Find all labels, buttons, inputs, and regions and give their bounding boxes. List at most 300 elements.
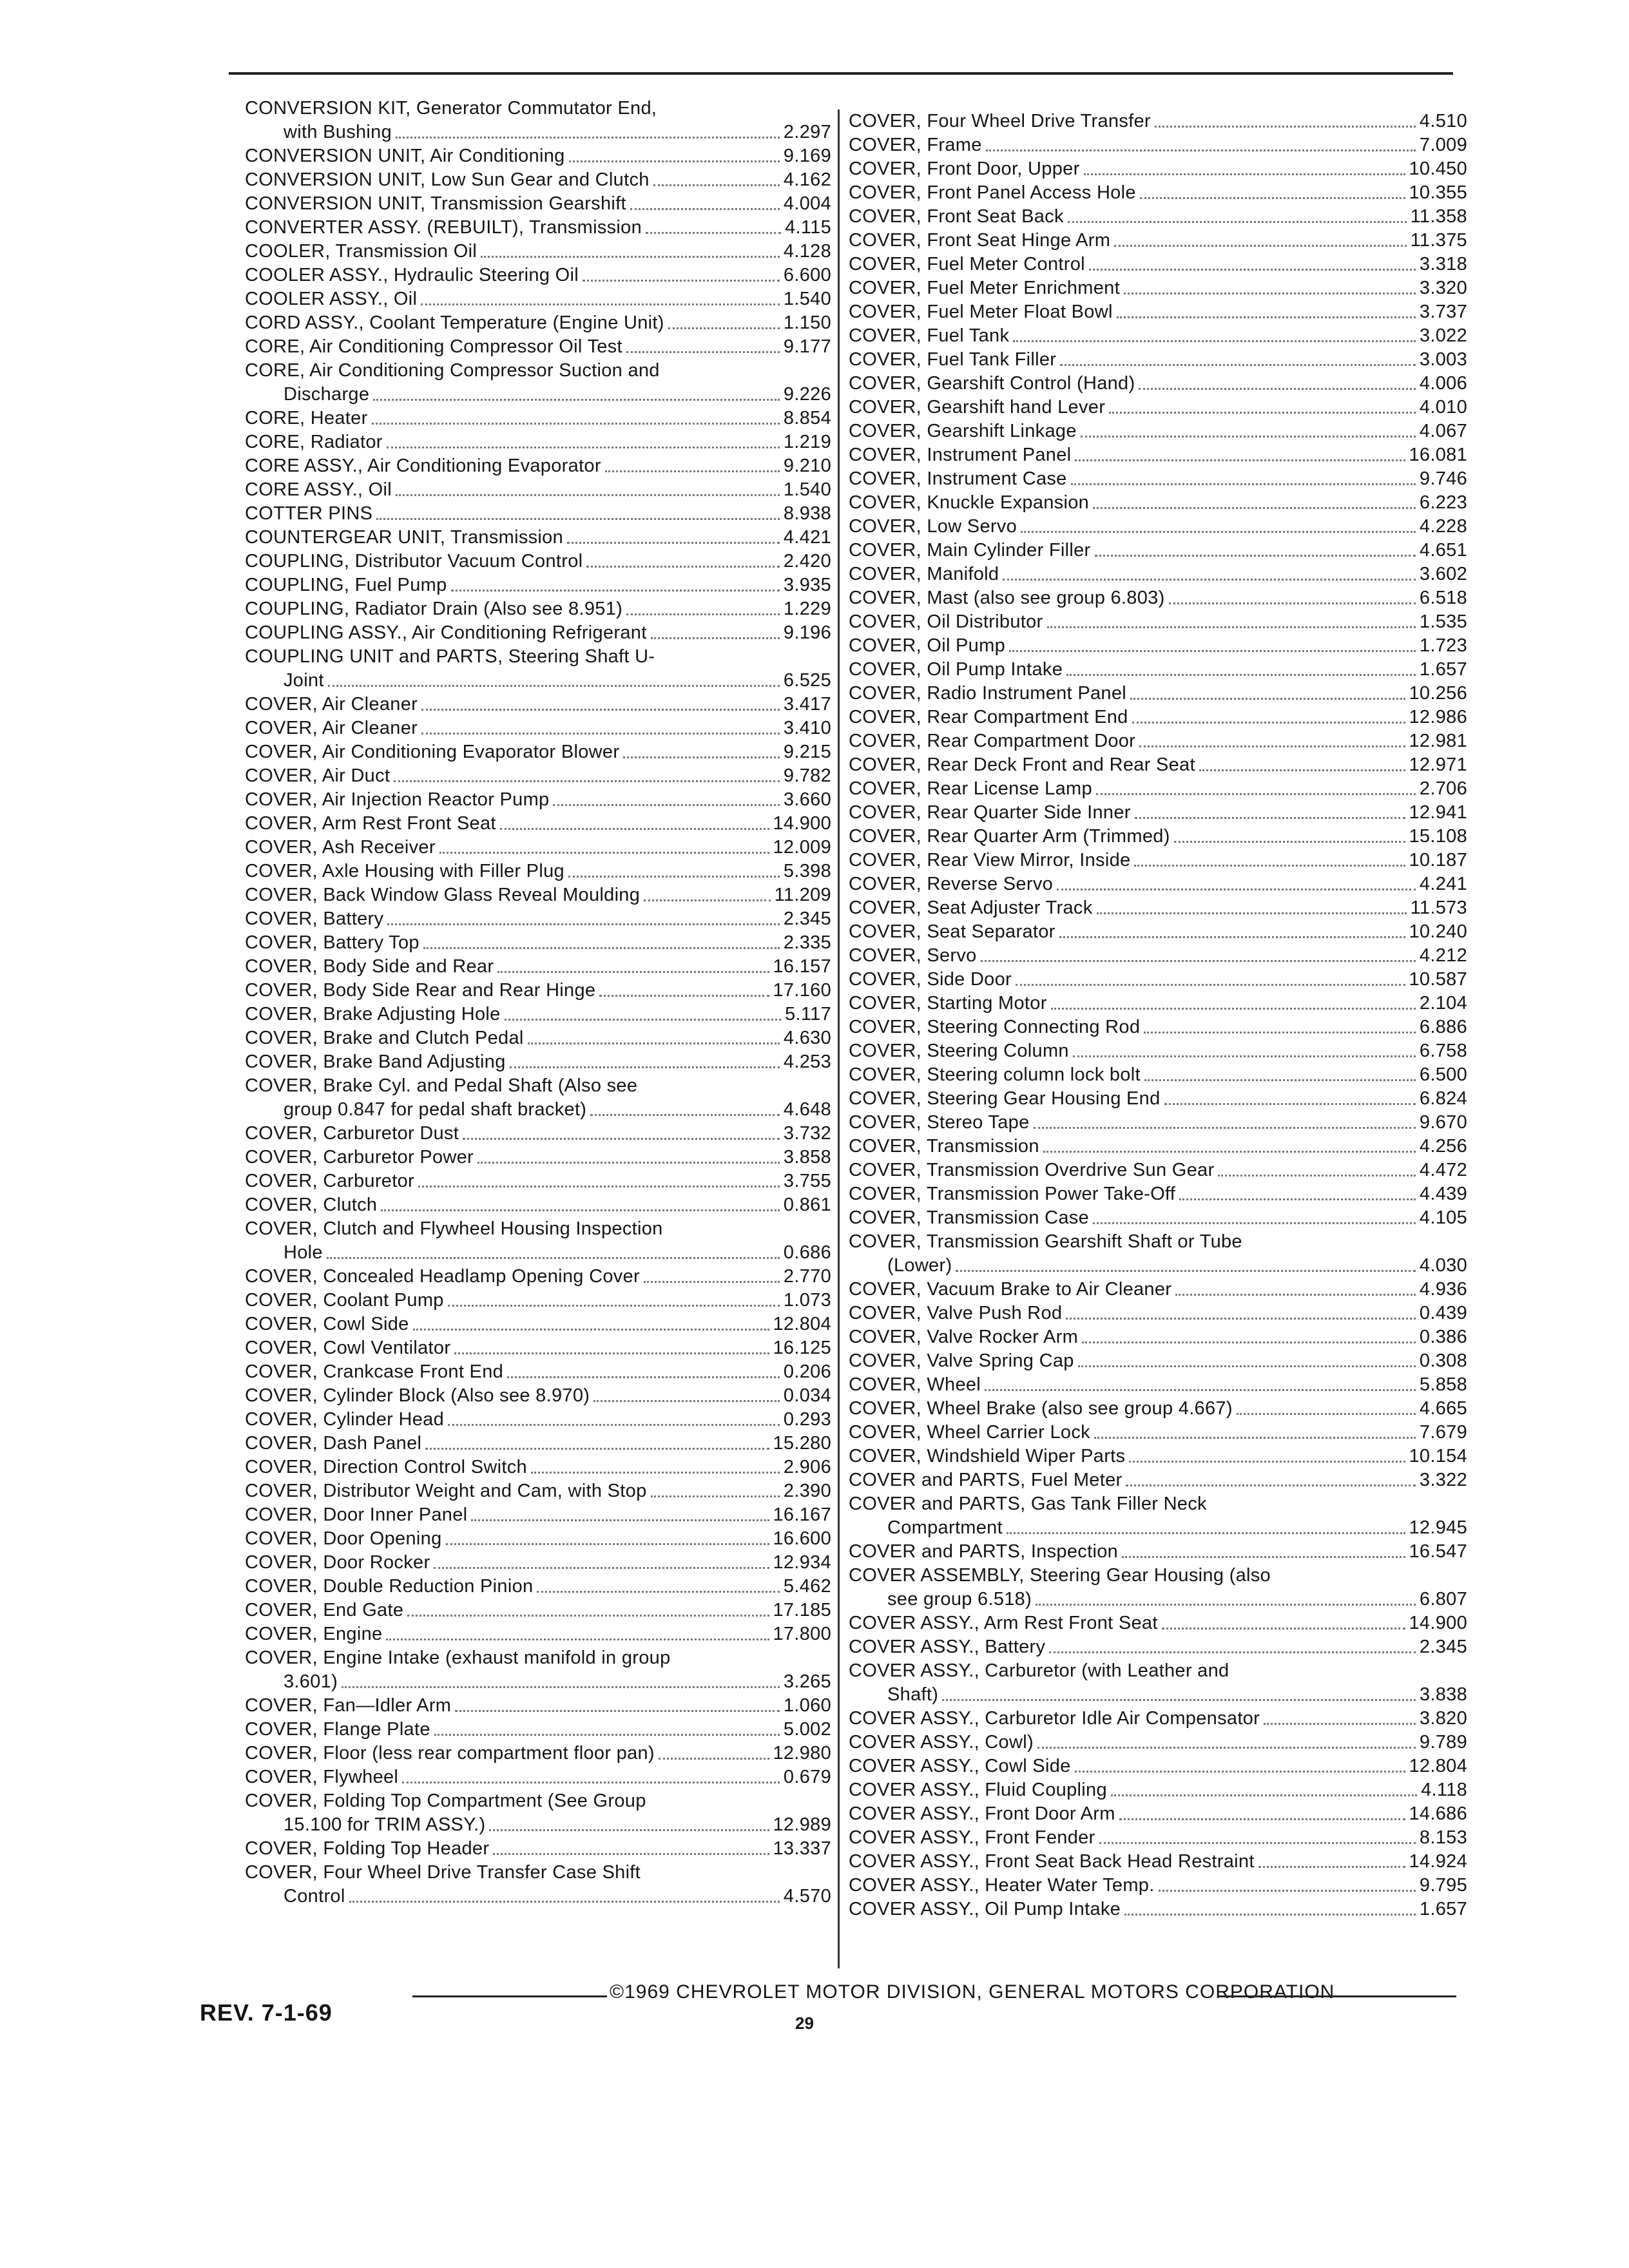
- index-entry: [849, 1635, 1467, 1659]
- index-entry: [245, 1026, 831, 1050]
- index-entry: [245, 1789, 831, 1837]
- dot-leader: [1159, 1890, 1416, 1892]
- group-number: 4.118: [1421, 1780, 1467, 1800]
- index-entry: [245, 1742, 831, 1765]
- group-number: 9.226: [783, 384, 831, 405]
- entry-name: CORE, Radiator: [245, 432, 383, 452]
- entry-name: COVER, Steering Gear Housing End: [849, 1088, 1161, 1109]
- dot-leader: [1013, 340, 1416, 342]
- entry-name: COVER, Flange Plate: [245, 1719, 430, 1740]
- group-number: 6.600: [783, 265, 831, 285]
- group-number: 3.265: [783, 1671, 831, 1692]
- dot-leader: [569, 160, 780, 162]
- group-number: 7.679: [1419, 1422, 1467, 1443]
- index-entry: [245, 1050, 831, 1074]
- dot-leader: [985, 1389, 1416, 1391]
- dot-leader: [1169, 602, 1416, 604]
- index-entry: [849, 1135, 1467, 1158]
- index-entry: [849, 110, 1467, 133]
- group-number: 1.219: [783, 432, 831, 452]
- group-number: 4.651: [1419, 540, 1467, 561]
- index-entry: [245, 1479, 831, 1503]
- index-entry: [245, 812, 831, 836]
- index-entry: [245, 693, 831, 716]
- group-number: 11.573: [1410, 898, 1467, 918]
- dot-leader: [1258, 1866, 1405, 1868]
- group-number: 4.162: [783, 169, 831, 190]
- group-number: 9.789: [1419, 1732, 1467, 1753]
- index-entry: [849, 1397, 1467, 1421]
- group-number: 4.936: [1419, 1279, 1467, 1300]
- entry-name: COVER, Door Rocker: [245, 1552, 430, 1573]
- dot-leader: [1144, 1032, 1416, 1033]
- entry-name: COOLER ASSY., Hydraulic Steering Oil: [245, 265, 579, 285]
- group-number: 3.732: [783, 1123, 831, 1144]
- entry-name: COVER, Body Side Rear and Rear Hinge: [245, 980, 596, 1001]
- dot-leader: [1093, 1222, 1416, 1224]
- index-entry: [245, 1384, 831, 1408]
- dot-leader: [455, 1710, 780, 1712]
- dot-leader: [1174, 841, 1405, 843]
- group-number: 11.358: [1410, 206, 1467, 227]
- group-number: 4.212: [1419, 945, 1467, 966]
- index-entry: [245, 1146, 831, 1169]
- dot-leader: [394, 780, 780, 782]
- entry-name: COVER, Instrument Case: [849, 468, 1067, 489]
- index-entry: [849, 539, 1467, 562]
- entry-name: COVER, Rear License Lamp: [849, 778, 1092, 799]
- entry-name: COVER, Low Servo: [849, 516, 1017, 537]
- dot-leader: [1111, 1794, 1417, 1796]
- dot-leader: [1003, 579, 1416, 581]
- index-entry: [849, 706, 1467, 729]
- dot-leader: [659, 1758, 769, 1760]
- footer-rule: [412, 1995, 607, 1997]
- group-number: 9.795: [1419, 1875, 1467, 1896]
- entry-name: COVER, Transmission Overdrive Sun Gear: [849, 1160, 1215, 1180]
- dot-leader: [454, 1352, 769, 1354]
- group-number: 4.510: [1419, 111, 1467, 131]
- top-rule: [229, 72, 1453, 75]
- entry-name: COVER, Radio Instrument Panel: [849, 683, 1126, 704]
- right-index-column: [838, 110, 1467, 1968]
- group-number: 4.256: [1419, 1136, 1467, 1157]
- dot-leader: [1179, 1198, 1416, 1200]
- entry-name: CORE, Air Conditioning Compressor Oil Test: [245, 336, 622, 357]
- group-number: 8.854: [783, 408, 831, 428]
- group-number: 2.706: [1419, 778, 1467, 799]
- group-number: 4.665: [1419, 1398, 1467, 1419]
- index-entry: [245, 740, 831, 764]
- entry-name: COVER, Steering Column: [849, 1041, 1069, 1061]
- entry-name: COVER, Coolant Pump: [245, 1290, 444, 1311]
- group-number: 0.439: [1419, 1303, 1467, 1323]
- entry-name: CONVERTER ASSY. (REBUILT), Transmission: [245, 217, 642, 238]
- index-entry: [245, 1289, 831, 1312]
- dot-leader: [1135, 817, 1405, 819]
- dot-leader: [413, 1329, 769, 1331]
- group-number: 8.938: [783, 503, 831, 524]
- group-number: 12.934: [773, 1552, 831, 1573]
- group-number: 1.540: [783, 479, 831, 500]
- entry-name: COVER, Oil Pump Intake: [849, 659, 1063, 680]
- group-number: 2.420: [783, 551, 831, 572]
- index-entry: [245, 1193, 831, 1217]
- group-number: 6.824: [1419, 1088, 1467, 1109]
- dot-leader: [1124, 293, 1416, 294]
- group-number: 1.229: [783, 599, 831, 619]
- index-entry: [245, 621, 831, 645]
- dot-leader: [646, 232, 781, 234]
- index-entry: [849, 1230, 1467, 1278]
- dot-leader: [497, 971, 769, 973]
- dot-leader: [387, 923, 780, 925]
- index-entry: [849, 1302, 1467, 1325]
- dot-leader: [418, 1186, 780, 1187]
- index-entry: [245, 550, 831, 573]
- dot-leader: [1097, 912, 1407, 914]
- entry-name: COVER, Battery Top: [245, 932, 419, 953]
- index-entry: [245, 860, 831, 883]
- group-number: 4.570: [783, 1886, 831, 1907]
- entry-name: COVER ASSY., Arm Rest Front Seat: [849, 1613, 1158, 1633]
- dot-leader: [421, 709, 780, 711]
- group-number: 6.500: [1419, 1064, 1467, 1085]
- entry-name: CORE, Air Conditioning Compressor Suction and: [245, 360, 660, 381]
- entry-name: COVER, End Gate: [245, 1600, 404, 1620]
- group-number: 0.686: [783, 1242, 831, 1263]
- index-entry: [849, 753, 1467, 777]
- dot-leader: [423, 947, 780, 949]
- entry-name: COVER, Wheel: [849, 1374, 981, 1395]
- dot-leader: [489, 1829, 769, 1831]
- dot-leader: [1066, 674, 1416, 676]
- index-entry: [849, 1492, 1467, 1540]
- index-entry: [849, 896, 1467, 920]
- group-number: 3.417: [783, 694, 831, 715]
- group-number: 12.945: [1409, 1517, 1467, 1538]
- dot-leader: [1007, 1532, 1405, 1534]
- group-number: 1.657: [1419, 659, 1467, 680]
- dot-leader: [481, 256, 780, 258]
- index-entry: [245, 1527, 831, 1551]
- entry-name: COVER, Air Duct: [245, 765, 390, 786]
- group-number: 0.293: [783, 1409, 831, 1430]
- index-entry: [245, 1432, 831, 1456]
- dot-leader: [1134, 865, 1405, 867]
- entry-name: COVER, Battery: [245, 908, 384, 929]
- group-number: 10.187: [1409, 850, 1467, 870]
- dot-leader: [342, 1686, 780, 1688]
- entry-name: COVER, Engine: [245, 1624, 383, 1644]
- index-entry: [849, 1158, 1467, 1182]
- entry-name: COVER ASSY., Carburetor (with Leather and: [849, 1660, 1229, 1681]
- group-number: 3.322: [1419, 1470, 1467, 1490]
- dot-leader: [1096, 793, 1416, 795]
- dot-leader: [1094, 1437, 1416, 1439]
- entry-name: COVER, Wheel Carrier Lock: [849, 1422, 1090, 1443]
- dot-leader: [1021, 531, 1416, 533]
- dot-leader: [1155, 126, 1416, 128]
- index-entry: [849, 729, 1467, 753]
- index-entry: [849, 1754, 1467, 1778]
- group-number: 6.223: [1419, 492, 1467, 513]
- index-entry: [245, 883, 831, 907]
- group-number: 11.375: [1410, 230, 1467, 251]
- group-number: 15.280: [773, 1433, 831, 1454]
- index-entry: [849, 1445, 1467, 1468]
- index-entry: [245, 502, 831, 526]
- group-number: 4.228: [1419, 516, 1467, 537]
- entry-name: COVER, Servo: [849, 945, 977, 966]
- index-entry: [245, 97, 831, 144]
- index-entry: [245, 1503, 831, 1527]
- group-number: 10.240: [1409, 921, 1467, 942]
- entry-name: COVER, Four Wheel Drive Transfer: [849, 111, 1151, 131]
- index-entry: [245, 1122, 831, 1146]
- index-entry: [849, 157, 1467, 181]
- entry-name: COVER ASSY., Cowl): [849, 1732, 1034, 1753]
- dot-leader: [1071, 483, 1416, 485]
- group-number: 9.215: [783, 742, 831, 762]
- dot-leader: [1119, 1818, 1405, 1820]
- entry-name: COVER ASSY., Fluid Coupling: [849, 1780, 1107, 1800]
- entry-name: COVER, Windshield Wiper Parts: [849, 1446, 1126, 1466]
- entry-name: COVER, Brake Adjusting Hole: [245, 1004, 501, 1024]
- group-number: 0.034: [783, 1385, 831, 1406]
- group-number: 16.125: [773, 1338, 831, 1358]
- group-number: 6.758: [1419, 1041, 1467, 1061]
- dot-leader: [1082, 1341, 1416, 1343]
- index-entry: [849, 992, 1467, 1015]
- dot-leader: [421, 733, 780, 735]
- group-number: 3.935: [783, 575, 831, 595]
- group-number: 4.421: [783, 527, 831, 548]
- entry-name: COVER, Instrument Panel: [849, 445, 1072, 465]
- group-number: 6.807: [1419, 1589, 1467, 1610]
- dot-leader: [605, 470, 780, 472]
- dot-leader: [1047, 626, 1416, 628]
- group-number: 16.167: [773, 1504, 831, 1525]
- entry-name: COVER, Flywheel: [245, 1767, 399, 1787]
- entry-name: COVER, Rear Compartment End: [849, 707, 1128, 727]
- dot-leader: [1122, 1556, 1405, 1558]
- dot-leader: [434, 1567, 769, 1569]
- entry-name: COVER, Folding Top Header: [245, 1838, 490, 1859]
- group-number: 16.547: [1409, 1541, 1467, 1562]
- index-entry: [849, 968, 1467, 992]
- group-number: 13.337: [773, 1838, 831, 1859]
- entry-name: COVER, Cylinder Head: [245, 1409, 444, 1430]
- group-number: 1.060: [783, 1695, 831, 1716]
- entry-name: COVER, Door Opening: [245, 1528, 442, 1549]
- index-entry: [245, 287, 831, 311]
- group-number: 2.906: [783, 1457, 831, 1477]
- dot-leader: [1051, 1008, 1416, 1010]
- index-entry: [849, 920, 1467, 944]
- group-number: 14.900: [1409, 1613, 1467, 1633]
- group-number: 0.679: [783, 1767, 831, 1787]
- entry-name: COVER, Air Injection Reactor Pump: [245, 789, 550, 810]
- dot-leader: [626, 613, 780, 615]
- dot-leader: [505, 1019, 782, 1021]
- group-number: 8.153: [1419, 1827, 1467, 1848]
- dot-leader: [528, 1043, 780, 1044]
- dot-leader: [567, 542, 780, 544]
- group-number: 5.002: [783, 1719, 831, 1740]
- dot-leader: [1095, 555, 1416, 557]
- group-number: 4.128: [783, 241, 831, 262]
- entry-name: COVER, Transmission: [849, 1136, 1039, 1157]
- entry-name-continued: Hole: [284, 1242, 323, 1263]
- dot-leader: [396, 494, 780, 496]
- dot-leader: [1175, 1294, 1416, 1296]
- group-number: 2.345: [783, 908, 831, 929]
- group-number: 2.104: [1419, 993, 1467, 1014]
- entry-name: COVER, Ash Receiver: [245, 837, 436, 858]
- index-entry: [245, 526, 831, 550]
- entry-name: COVER, Rear Quarter Arm (Trimmed): [849, 826, 1170, 847]
- group-number: 12.981: [1409, 731, 1467, 751]
- dot-leader: [1089, 269, 1416, 271]
- group-number: 2.335: [783, 932, 831, 953]
- entry-name: COVER, Seat Separator: [849, 921, 1055, 942]
- dot-leader: [626, 351, 780, 353]
- group-number: 9.196: [783, 622, 831, 643]
- entry-name: COVER, Front Panel Access Hole: [849, 182, 1136, 203]
- index-entry: [849, 1540, 1467, 1564]
- group-number: 3.003: [1419, 349, 1467, 370]
- group-number: 3.838: [1419, 1684, 1467, 1705]
- dot-leader: [1114, 245, 1406, 247]
- entry-name: COVER, Seat Adjuster Track: [849, 898, 1093, 918]
- entry-name: COVER, Double Reduction Pinion: [245, 1576, 534, 1597]
- index-entry: [849, 181, 1467, 205]
- entry-name: COUPLING, Radiator Drain (Also see 8.951): [245, 599, 623, 619]
- group-number: 4.439: [1419, 1184, 1467, 1204]
- dot-leader: [1084, 173, 1405, 175]
- index-entry: [849, 276, 1467, 300]
- dot-leader: [463, 1138, 780, 1140]
- index-entry: [849, 372, 1467, 396]
- entry-name: COVER, Starting Motor: [849, 993, 1047, 1014]
- group-number: 12.804: [1409, 1756, 1467, 1776]
- index-entry: [245, 1074, 831, 1122]
- group-number: 17.185: [773, 1600, 831, 1620]
- index-entry: [849, 1063, 1467, 1087]
- dot-leader: [1043, 1151, 1416, 1153]
- group-number: 12.986: [1409, 707, 1467, 727]
- group-number: 6.518: [1419, 588, 1467, 608]
- index-entry: [245, 144, 831, 168]
- dot-leader: [327, 1257, 780, 1259]
- entry-name-continued: Compartment: [887, 1517, 1003, 1538]
- group-number: 12.989: [773, 1814, 831, 1835]
- entry-name: COOLER ASSY., Oil: [245, 289, 418, 309]
- dot-leader: [434, 1734, 780, 1736]
- group-number: 14.924: [1409, 1851, 1467, 1872]
- entry-name: COVER, Front Door, Upper: [849, 159, 1080, 179]
- group-number: 3.318: [1419, 254, 1467, 274]
- entry-name: COVER, Rear Compartment Door: [849, 731, 1136, 751]
- entry-name: CORD ASSY., Coolant Temperature (Engine Unit): [245, 312, 664, 333]
- dot-leader: [425, 1448, 769, 1450]
- group-number: 9.210: [783, 456, 831, 476]
- index-entry: [849, 586, 1467, 610]
- entry-name: COVER, Oil Distributor: [849, 611, 1043, 632]
- group-number: 17.160: [773, 980, 831, 1001]
- entry-name: CORE ASSY., Oil: [245, 479, 392, 500]
- dot-leader: [407, 1615, 769, 1617]
- index-entry: [849, 1468, 1467, 1492]
- group-number: 12.980: [773, 1743, 831, 1763]
- dot-leader: [1109, 412, 1416, 414]
- group-number: 5.462: [783, 1576, 831, 1597]
- index-entry: [849, 229, 1467, 253]
- entry-name: COVER, Axle Housing with Filler Plug: [245, 861, 564, 881]
- dot-leader: [1129, 1461, 1405, 1463]
- dot-leader: [586, 566, 780, 568]
- group-number: 0.861: [783, 1195, 831, 1215]
- group-number: 3.737: [1419, 302, 1467, 322]
- group-number: 4.648: [783, 1099, 831, 1120]
- dot-leader: [1140, 197, 1405, 199]
- index-entry: [849, 1349, 1467, 1373]
- index-entry: [245, 788, 831, 812]
- entry-name-continued: 3.601): [284, 1671, 338, 1692]
- group-number: 14.900: [773, 813, 831, 834]
- group-number: 4.253: [783, 1052, 831, 1072]
- group-number: 9.782: [783, 765, 831, 786]
- group-number: 2.297: [783, 122, 831, 142]
- index-entry: [245, 454, 831, 478]
- dot-leader: [1073, 1055, 1416, 1057]
- dot-leader: [1117, 316, 1416, 318]
- dot-leader: [1126, 1485, 1415, 1486]
- index-entry: [245, 1861, 831, 1908]
- index-entry: [245, 264, 831, 287]
- index-entry: [849, 777, 1467, 801]
- entry-name: COVER, Direction Control Switch: [245, 1457, 527, 1477]
- index-entry: [849, 1206, 1467, 1230]
- index-entry: [849, 1850, 1467, 1874]
- index-entry: [245, 1599, 831, 1622]
- entry-name: COVER, Wheel Brake (also see group 4.667): [849, 1398, 1233, 1419]
- group-number: 11.209: [774, 885, 831, 905]
- group-number: 1.535: [1419, 611, 1467, 632]
- index-entry: [849, 205, 1467, 229]
- dot-leader: [381, 1209, 780, 1211]
- group-number: 16.081: [1409, 445, 1467, 465]
- entry-name: COVER, Carburetor Power: [245, 1147, 474, 1168]
- entry-name: COVER, Fuel Meter Control: [849, 254, 1085, 274]
- dot-leader: [553, 804, 779, 806]
- group-number: 10.355: [1409, 182, 1467, 203]
- dot-leader: [651, 1495, 780, 1497]
- index-entry: [245, 216, 831, 240]
- entry-name: COVER, Manifold: [849, 564, 999, 584]
- dot-leader: [376, 518, 780, 520]
- group-number: 5.398: [783, 861, 831, 881]
- entry-name: COVER, Transmission Power Take-Off: [849, 1184, 1176, 1204]
- index-entry: [849, 944, 1467, 968]
- index-entry: [849, 348, 1467, 372]
- group-number: 1.073: [783, 1290, 831, 1311]
- group-number: 9.746: [1419, 468, 1467, 489]
- dot-leader: [1139, 388, 1415, 390]
- dot-leader: [1075, 459, 1405, 461]
- entry-name: COVER, Brake Cyl. and Pedal Shaft (Also see: [245, 1075, 638, 1096]
